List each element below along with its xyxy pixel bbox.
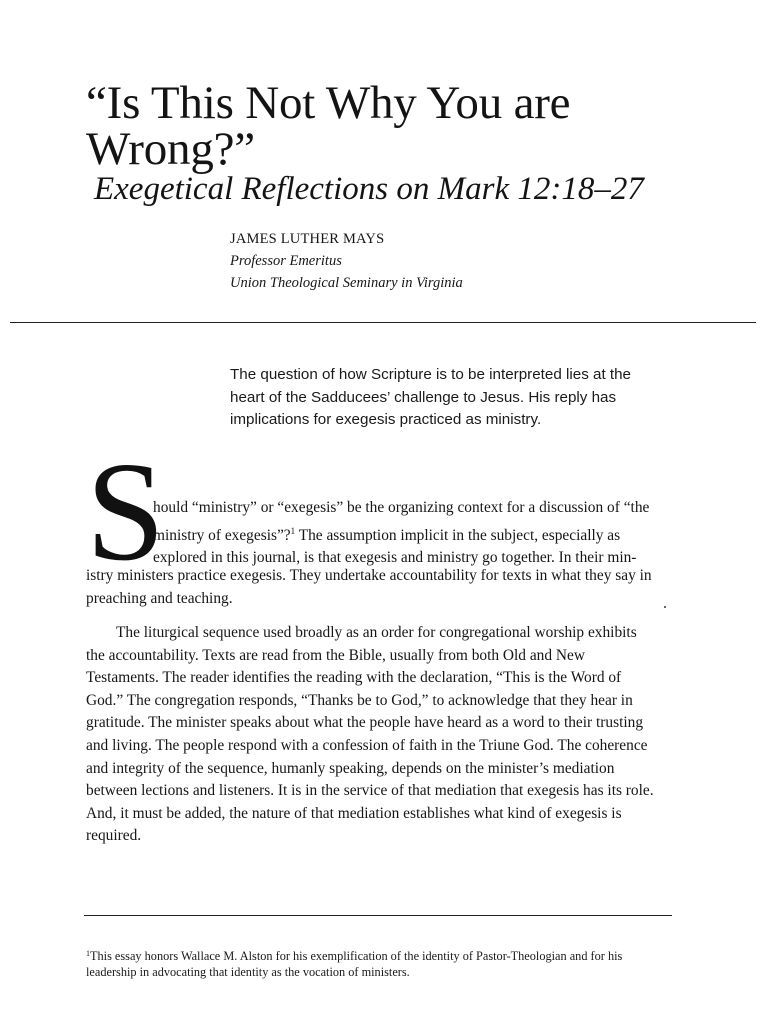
body-line: the accountability. Texts are read from the Bible, usually from both Old and New bbox=[86, 646, 585, 664]
body-line: And, it must be added, the nature of that mediation establishes what kind of exegesis is bbox=[86, 804, 622, 822]
body-line: The liturgical sequence used broadly as an order for congregational worship exhibits bbox=[116, 624, 637, 641]
article-subtitle: Exegetical Reflections on Mark 12:18–27 bbox=[94, 171, 644, 207]
body-line: between lections and listeners. It is in the service of that mediation that exegesis has its role. bbox=[86, 782, 654, 800]
author-title: Professor Emeritus bbox=[230, 253, 342, 269]
author-name: JAMES LUTHER MAYS bbox=[230, 231, 385, 247]
footnote-line bbox=[86, 946, 676, 965]
article-title bbox=[86, 77, 726, 175]
stray-mark bbox=[664, 606, 666, 608]
body-line bbox=[153, 520, 676, 548]
author-affiliation: Union Theological Seminary in Virginia bbox=[230, 275, 463, 291]
article-title-line-2: Wrong?” bbox=[86, 123, 255, 175]
paragraph-2 bbox=[86, 622, 676, 848]
footnote-divider bbox=[84, 915, 672, 916]
abstract-line: implications for exegesis practiced as ministry. bbox=[230, 411, 542, 428]
body-line-text: ministry of exegesis”? bbox=[153, 526, 291, 544]
paragraph-1-end bbox=[86, 565, 676, 610]
abstract-line: The question of how Scripture is to be interpreted lies at the bbox=[230, 366, 632, 383]
paragraph-1-start bbox=[153, 497, 676, 570]
article-title-line-1: “Is This Not Why You are bbox=[86, 77, 571, 129]
body-line: and living. The people respond with a confession of faith in the Triune God. The coherence bbox=[86, 736, 648, 754]
footnote-marker: 1 bbox=[86, 949, 90, 958]
footnote-text: This essay honors Wallace M. Alston for his exemplification of the identity of Pastor-Theologian and for his bbox=[90, 949, 623, 963]
byline bbox=[230, 228, 730, 294]
body-line: and integrity of the sequence, humanly speaking, depends on the minister’s mediation bbox=[86, 759, 615, 777]
body-line-text: The assumption implicit in the subject, especially as bbox=[295, 526, 621, 544]
body-line: explored in this journal, is that exegesis and ministry go together. In their min- bbox=[153, 549, 637, 567]
footnote-reference[interactable]: 1 bbox=[290, 525, 296, 536]
body-line: hould “ministry” or “exegesis” be the organizing context for a discussion of “the bbox=[153, 499, 650, 516]
abstract bbox=[230, 364, 670, 432]
body-line: required. bbox=[86, 827, 142, 845]
footnote bbox=[86, 946, 676, 980]
header-divider bbox=[10, 322, 756, 323]
body-line: istry ministers practice exegesis. They undertake accountability for texts in what they say in bbox=[86, 567, 652, 584]
body-line: gratitude. The minister speaks about what the people have heard as a word to their trusting bbox=[86, 714, 644, 732]
body-line: preaching and teaching. bbox=[86, 589, 233, 607]
footnote-line: leadership in advocating that identity as the vocation of ministers. bbox=[86, 964, 410, 979]
body-line: Testaments. The reader identifies the reading with the declaration, “This is the Word of bbox=[86, 669, 622, 687]
body-line: God.” The congregation responds, “Thanks be to God,” to acknowledge that they hear in bbox=[86, 691, 633, 709]
abstract-line: heart of the Sadducees’ challenge to Jesus. His reply has bbox=[230, 388, 617, 406]
drop-cap: S bbox=[86, 432, 165, 590]
